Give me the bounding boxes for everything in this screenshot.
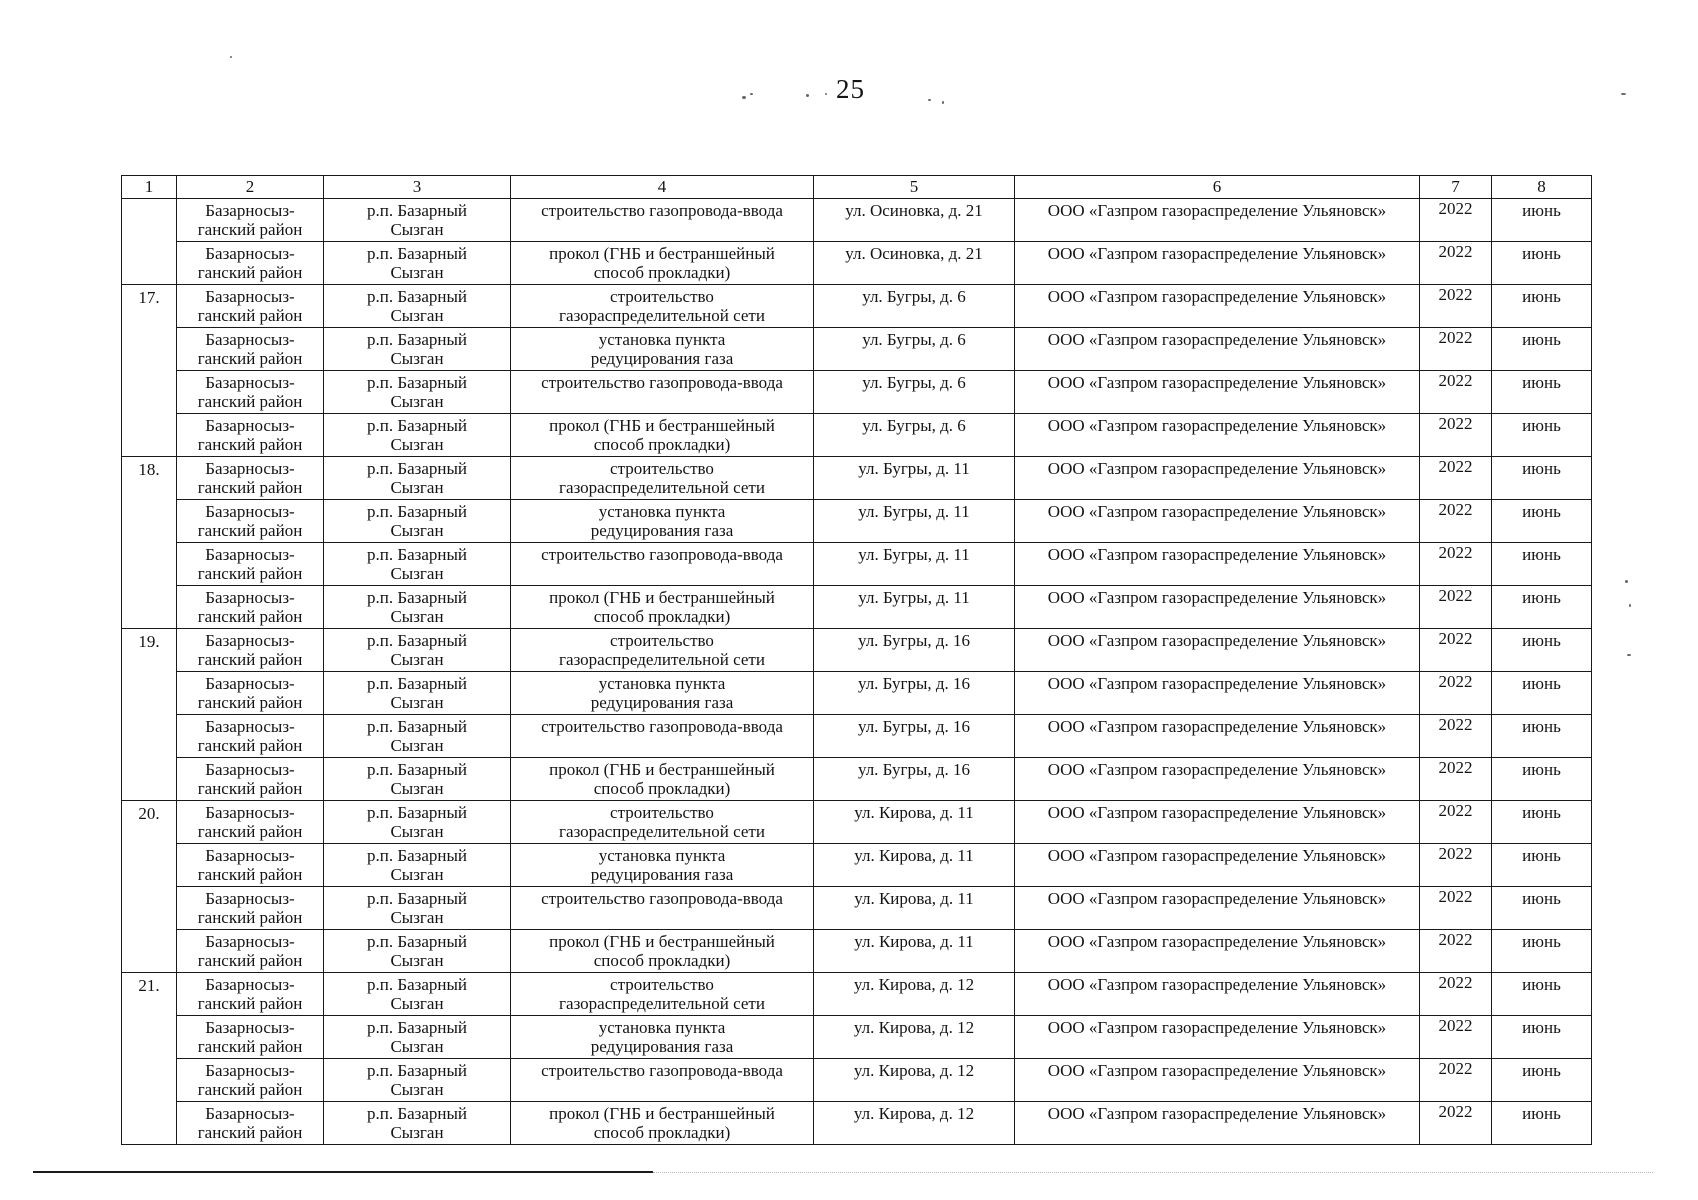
table-row xyxy=(122,500,1592,543)
month-cell: июнь xyxy=(1492,242,1592,285)
address-cell: ул. Кирова, д. 11 xyxy=(814,930,1015,973)
table-header-cell: 5 xyxy=(814,176,1015,199)
scan-speck xyxy=(942,101,944,104)
table-row xyxy=(122,199,1592,242)
district-cell: Базарносыз- ганский район xyxy=(177,199,324,242)
address-cell: ул. Кирова, д. 11 xyxy=(814,801,1015,844)
address-cell: ул. Кирова, д. 12 xyxy=(814,973,1015,1016)
settlement-cell: р.п. Базарный Сызган xyxy=(324,801,511,844)
work-type-cell: прокол (ГНБ и бестраншейный способ прокладки) xyxy=(511,586,814,629)
organization-cell: ООО «Газпром газораспределение Ульяновск» xyxy=(1015,973,1420,1016)
page-number: 25 xyxy=(836,74,865,104)
settlement-cell: р.п. Базарный Сызган xyxy=(324,285,511,328)
table-header-cell: 6 xyxy=(1015,176,1420,199)
data-table xyxy=(121,175,1592,1145)
year-cell: 2022 xyxy=(1420,1102,1492,1145)
organization-cell: ООО «Газпром газораспределение Ульяновск» xyxy=(1015,844,1420,887)
year-cell: 2022 xyxy=(1420,586,1492,629)
organization-cell: ООО «Газпром газораспределение Ульяновск» xyxy=(1015,1016,1420,1059)
month-cell: июнь xyxy=(1492,500,1592,543)
table-row xyxy=(122,672,1592,715)
work-type-cell: прокол (ГНБ и бестраншейный способ прокладки) xyxy=(511,758,814,801)
settlement-cell: р.п. Базарный Сызган xyxy=(324,672,511,715)
address-cell: ул. Бугры, д. 11 xyxy=(814,586,1015,629)
work-type-cell: установка пункта редуцирования газа xyxy=(511,844,814,887)
table-row xyxy=(122,758,1592,801)
year-cell: 2022 xyxy=(1420,887,1492,930)
district-cell: Базарносыз- ганский район xyxy=(177,887,324,930)
scan-speck xyxy=(742,96,746,99)
organization-cell: ООО «Газпром газораспределение Ульяновск» xyxy=(1015,500,1420,543)
year-cell: 2022 xyxy=(1420,758,1492,801)
year-cell: 2022 xyxy=(1420,973,1492,1016)
district-cell: Базарносыз- ганский район xyxy=(177,930,324,973)
year-cell: 2022 xyxy=(1420,199,1492,242)
month-cell: июнь xyxy=(1492,543,1592,586)
work-type-cell: строительство газораспределительной сети xyxy=(511,457,814,500)
year-cell: 2022 xyxy=(1420,629,1492,672)
district-cell: Базарносыз- ганский район xyxy=(177,328,324,371)
month-cell: июнь xyxy=(1492,801,1592,844)
table-row xyxy=(122,715,1592,758)
group-number-cell: 21. xyxy=(122,973,177,1145)
table-row xyxy=(122,586,1592,629)
address-cell: ул. Осиновка, д. 21 xyxy=(814,199,1015,242)
table-row xyxy=(122,414,1592,457)
table-header-cell: 4 xyxy=(511,176,814,199)
year-cell: 2022 xyxy=(1420,1059,1492,1102)
month-cell: июнь xyxy=(1492,1059,1592,1102)
table-row xyxy=(122,457,1592,500)
scan-speck xyxy=(806,94,809,97)
work-type-cell: строительство газораспределительной сети xyxy=(511,973,814,1016)
table-body xyxy=(122,199,1592,1145)
organization-cell: ООО «Газпром газораспределение Ульяновск» xyxy=(1015,758,1420,801)
work-type-cell: строительство газораспределительной сети xyxy=(511,285,814,328)
work-type-cell: установка пункта редуцирования газа xyxy=(511,500,814,543)
settlement-cell: р.п. Базарный Сызган xyxy=(324,887,511,930)
group-number-cell: 18. xyxy=(122,457,177,629)
year-cell: 2022 xyxy=(1420,801,1492,844)
table-header-cell: 2 xyxy=(177,176,324,199)
settlement-cell: р.п. Базарный Сызган xyxy=(324,629,511,672)
settlement-cell: р.п. Базарный Сызган xyxy=(324,1016,511,1059)
address-cell: ул. Кирова, д. 12 xyxy=(814,1059,1015,1102)
address-cell: ул. Бугры, д. 16 xyxy=(814,715,1015,758)
district-cell: Базарносыз- ганский район xyxy=(177,1016,324,1059)
work-type-cell: строительство газораспределительной сети xyxy=(511,629,814,672)
month-cell: июнь xyxy=(1492,1016,1592,1059)
table-row xyxy=(122,1102,1592,1145)
year-cell: 2022 xyxy=(1420,457,1492,500)
settlement-cell: р.п. Базарный Сызган xyxy=(324,543,511,586)
work-type-cell: строительство газопровода-ввода xyxy=(511,543,814,586)
organization-cell: ООО «Газпром газораспределение Ульяновск» xyxy=(1015,801,1420,844)
bottom-rule xyxy=(33,1171,653,1173)
settlement-cell: р.п. Базарный Сызган xyxy=(324,457,511,500)
organization-cell: ООО «Газпром газораспределение Ульяновск» xyxy=(1015,1102,1420,1145)
group-number-cell: 19. xyxy=(122,629,177,801)
district-cell: Базарносыз- ганский район xyxy=(177,242,324,285)
year-cell: 2022 xyxy=(1420,328,1492,371)
table-header-cell: 8 xyxy=(1492,176,1592,199)
table-row xyxy=(122,930,1592,973)
organization-cell: ООО «Газпром газораспределение Ульяновск» xyxy=(1015,543,1420,586)
address-cell: ул. Бугры, д. 16 xyxy=(814,758,1015,801)
month-cell: июнь xyxy=(1492,199,1592,242)
year-cell: 2022 xyxy=(1420,844,1492,887)
address-cell: ул. Бугры, д. 6 xyxy=(814,328,1015,371)
group-number-cell: 17. xyxy=(122,285,177,457)
table-row xyxy=(122,242,1592,285)
table-row xyxy=(122,1016,1592,1059)
year-cell: 2022 xyxy=(1420,242,1492,285)
year-cell: 2022 xyxy=(1420,715,1492,758)
scan-speck xyxy=(825,93,827,95)
settlement-cell: р.п. Базарный Сызган xyxy=(324,500,511,543)
address-cell: ул. Бугры, д. 11 xyxy=(814,543,1015,586)
settlement-cell: р.п. Базарный Сызган xyxy=(324,930,511,973)
settlement-cell: р.п. Базарный Сызган xyxy=(324,242,511,285)
address-cell: ул. Бугры, д. 6 xyxy=(814,414,1015,457)
settlement-cell: р.п. Базарный Сызган xyxy=(324,199,511,242)
table-header-cell: 1 xyxy=(122,176,177,199)
month-cell: июнь xyxy=(1492,457,1592,500)
settlement-cell: р.п. Базарный Сызган xyxy=(324,586,511,629)
organization-cell: ООО «Газпром газораспределение Ульяновск» xyxy=(1015,457,1420,500)
table-row xyxy=(122,887,1592,930)
year-cell: 2022 xyxy=(1420,543,1492,586)
district-cell: Базарносыз- ганский район xyxy=(177,973,324,1016)
organization-cell: ООО «Газпром газораспределение Ульяновск» xyxy=(1015,328,1420,371)
settlement-cell: р.п. Базарный Сызган xyxy=(324,371,511,414)
settlement-cell: р.п. Базарный Сызган xyxy=(324,844,511,887)
address-cell: ул. Бугры, д. 16 xyxy=(814,672,1015,715)
district-cell: Базарносыз- ганский район xyxy=(177,1102,324,1145)
settlement-cell: р.п. Базарный Сызган xyxy=(324,715,511,758)
district-cell: Базарносыз- ганский район xyxy=(177,672,324,715)
table-header xyxy=(122,176,1592,199)
group-number-cell xyxy=(122,199,177,285)
settlement-cell: р.п. Базарный Сызган xyxy=(324,1059,511,1102)
address-cell: ул. Бугры, д. 6 xyxy=(814,285,1015,328)
district-cell: Базарносыз- ганский район xyxy=(177,758,324,801)
settlement-cell: р.п. Базарный Сызган xyxy=(324,973,511,1016)
month-cell: июнь xyxy=(1492,414,1592,457)
month-cell: июнь xyxy=(1492,629,1592,672)
district-cell: Базарносыз- ганский район xyxy=(177,1059,324,1102)
scan-speck xyxy=(750,93,753,95)
year-cell: 2022 xyxy=(1420,672,1492,715)
table-row xyxy=(122,1059,1592,1102)
month-cell: июнь xyxy=(1492,715,1592,758)
address-cell: ул. Кирова, д. 11 xyxy=(814,887,1015,930)
address-cell: ул. Бугры, д. 11 xyxy=(814,500,1015,543)
organization-cell: ООО «Газпром газораспределение Ульяновск» xyxy=(1015,371,1420,414)
work-type-cell: строительство газопровода-ввода xyxy=(511,887,814,930)
work-type-cell: строительство газопровода-ввода xyxy=(511,371,814,414)
scan-speck xyxy=(1629,604,1631,607)
work-type-cell: строительство газопровода-ввода xyxy=(511,715,814,758)
month-cell: июнь xyxy=(1492,973,1592,1016)
settlement-cell: р.п. Базарный Сызган xyxy=(324,328,511,371)
year-cell: 2022 xyxy=(1420,414,1492,457)
district-cell: Базарносыз- ганский район xyxy=(177,457,324,500)
organization-cell: ООО «Газпром газораспределение Ульяновск» xyxy=(1015,930,1420,973)
district-cell: Базарносыз- ганский район xyxy=(177,586,324,629)
work-type-cell: прокол (ГНБ и бестраншейный способ прокладки) xyxy=(511,414,814,457)
settlement-cell: р.п. Базарный Сызган xyxy=(324,1102,511,1145)
group-number-cell: 20. xyxy=(122,801,177,973)
table-row xyxy=(122,801,1592,844)
district-cell: Базарносыз- ганский район xyxy=(177,371,324,414)
year-cell: 2022 xyxy=(1420,500,1492,543)
organization-cell: ООО «Газпром газораспределение Ульяновск» xyxy=(1015,414,1420,457)
bottom-rule-faint xyxy=(653,1172,1653,1173)
month-cell: июнь xyxy=(1492,586,1592,629)
work-type-cell: строительство газопровода-ввода xyxy=(511,199,814,242)
work-type-cell: установка пункта редуцирования газа xyxy=(511,1016,814,1059)
settlement-cell: р.п. Базарный Сызган xyxy=(324,414,511,457)
scan-speck xyxy=(928,99,931,101)
district-cell: Базарносыз- ганский район xyxy=(177,543,324,586)
district-cell: Базарносыз- ганский район xyxy=(177,715,324,758)
work-type-cell: установка пункта редуцирования газа xyxy=(511,672,814,715)
organization-cell: ООО «Газпром газораспределение Ульяновск» xyxy=(1015,887,1420,930)
scan-speck xyxy=(1627,654,1631,656)
work-type-cell: прокол (ГНБ и бестраншейный способ прокладки) xyxy=(511,1102,814,1145)
table-row xyxy=(122,371,1592,414)
header-row xyxy=(122,176,1592,199)
year-cell: 2022 xyxy=(1420,285,1492,328)
table-header-cell: 3 xyxy=(324,176,511,199)
work-type-cell: установка пункта редуцирования газа xyxy=(511,328,814,371)
month-cell: июнь xyxy=(1492,887,1592,930)
table-row xyxy=(122,973,1592,1016)
year-cell: 2022 xyxy=(1420,1016,1492,1059)
work-type-cell: прокол (ГНБ и бестраншейный способ прокладки) xyxy=(511,242,814,285)
address-cell: ул. Бугры, д. 11 xyxy=(814,457,1015,500)
organization-cell: ООО «Газпром газораспределение Ульяновск» xyxy=(1015,1059,1420,1102)
table-row xyxy=(122,285,1592,328)
table-row xyxy=(122,844,1592,887)
organization-cell: ООО «Газпром газораспределение Ульяновск» xyxy=(1015,629,1420,672)
address-cell: ул. Бугры, д. 16 xyxy=(814,629,1015,672)
scan-speck xyxy=(1625,580,1628,583)
address-cell: ул. Кирова, д. 12 xyxy=(814,1102,1015,1145)
table-row xyxy=(122,328,1592,371)
month-cell: июнь xyxy=(1492,758,1592,801)
month-cell: июнь xyxy=(1492,930,1592,973)
year-cell: 2022 xyxy=(1420,371,1492,414)
organization-cell: ООО «Газпром газораспределение Ульяновск» xyxy=(1015,715,1420,758)
district-cell: Базарносыз- ганский район xyxy=(177,285,324,328)
district-cell: Базарносыз- ганский район xyxy=(177,500,324,543)
address-cell: ул. Бугры, д. 6 xyxy=(814,371,1015,414)
address-cell: ул. Кирова, д. 11 xyxy=(814,844,1015,887)
address-cell: ул. Осиновка, д. 21 xyxy=(814,242,1015,285)
organization-cell: ООО «Газпром газораспределение Ульяновск» xyxy=(1015,285,1420,328)
table-header-cell: 7 xyxy=(1420,176,1492,199)
district-cell: Базарносыз- ганский район xyxy=(177,414,324,457)
scan-speck xyxy=(230,56,232,58)
settlement-cell: р.п. Базарный Сызган xyxy=(324,758,511,801)
table-row xyxy=(122,629,1592,672)
address-cell: ул. Кирова, д. 12 xyxy=(814,1016,1015,1059)
month-cell: июнь xyxy=(1492,285,1592,328)
month-cell: июнь xyxy=(1492,844,1592,887)
organization-cell: ООО «Газпром газораспределение Ульяновск» xyxy=(1015,672,1420,715)
organization-cell: ООО «Газпром газораспределение Ульяновск» xyxy=(1015,242,1420,285)
district-cell: Базарносыз- ганский район xyxy=(177,801,324,844)
month-cell: июнь xyxy=(1492,1102,1592,1145)
year-cell: 2022 xyxy=(1420,930,1492,973)
month-cell: июнь xyxy=(1492,371,1592,414)
organization-cell: ООО «Газпром газораспределение Ульяновск» xyxy=(1015,199,1420,242)
district-cell: Базарносыз- ганский район xyxy=(177,844,324,887)
month-cell: июнь xyxy=(1492,328,1592,371)
district-cell: Базарносыз- ганский район xyxy=(177,629,324,672)
scan-speck xyxy=(1621,93,1626,95)
month-cell: июнь xyxy=(1492,672,1592,715)
work-type-cell: прокол (ГНБ и бестраншейный способ прокладки) xyxy=(511,930,814,973)
work-type-cell: строительство газораспределительной сети xyxy=(511,801,814,844)
work-type-cell: строительство газопровода-ввода xyxy=(511,1059,814,1102)
table-row xyxy=(122,543,1592,586)
organization-cell: ООО «Газпром газораспределение Ульяновск» xyxy=(1015,586,1420,629)
